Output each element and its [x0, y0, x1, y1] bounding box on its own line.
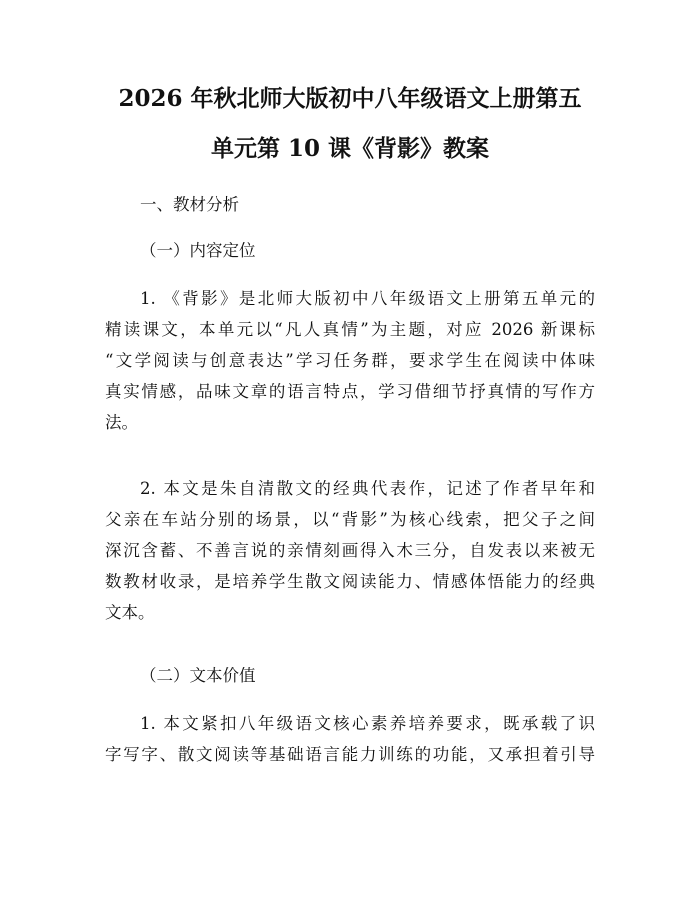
- paragraph-1-line: 真实情感，品味文章的语言特点，学习借细节抒真情的写作方: [105, 382, 595, 401]
- paragraph-3: [105, 708, 595, 770]
- paragraph-1: [105, 283, 595, 438]
- subsection-heading-content-positioning: （一）内容定位: [140, 241, 256, 260]
- paragraph-3-line: 字写字、散文阅读等基础语言能力训练的功能，又承担着引导: [105, 745, 595, 764]
- paragraph-2: [105, 473, 595, 628]
- document-title-line-2: 单元第 10 课《背影》教案: [210, 135, 490, 162]
- paragraph-1-line: 1. 《背影》是北师大版初中八年级语文上册第五单元的: [140, 289, 595, 308]
- paragraph-3-line: 1. 本文紧扣八年级语文核心素养培养要求，既承载了识: [140, 714, 595, 733]
- paragraph-1-line: “文学阅读与创意表达”学习任务群，要求学生在阅读中体味: [105, 351, 595, 370]
- subsection-heading-text-value: （二）文本价值: [140, 666, 256, 685]
- section-heading-textbook-analysis: 一、教材分析: [140, 195, 239, 214]
- document-title-line-1: 2026 年秋北师大版初中八年级语文上册第五: [118, 85, 582, 112]
- paragraph-2-line: 文本。: [105, 603, 155, 622]
- paragraph-2-line: 数教材收录，是培养学生散文阅读能力、情感体悟能力的经典: [105, 572, 595, 591]
- paragraph-2-line: 2. 本文是朱自清散文的经典代表作，记述了作者早年和: [140, 479, 595, 498]
- paragraph-1-line: 精读课文，本单元以“凡人真情”为主题，对应 2026 新课标: [105, 320, 595, 339]
- paragraph-1-line: 法。: [105, 413, 138, 432]
- paragraph-2-line: 父亲在车站分别的场景，以“背影”为核心线索，把父子之间: [105, 510, 595, 529]
- paragraph-2-line: 深沉含蓄、不善言说的亲情刻画得入木三分，自发表以来被无: [105, 541, 595, 560]
